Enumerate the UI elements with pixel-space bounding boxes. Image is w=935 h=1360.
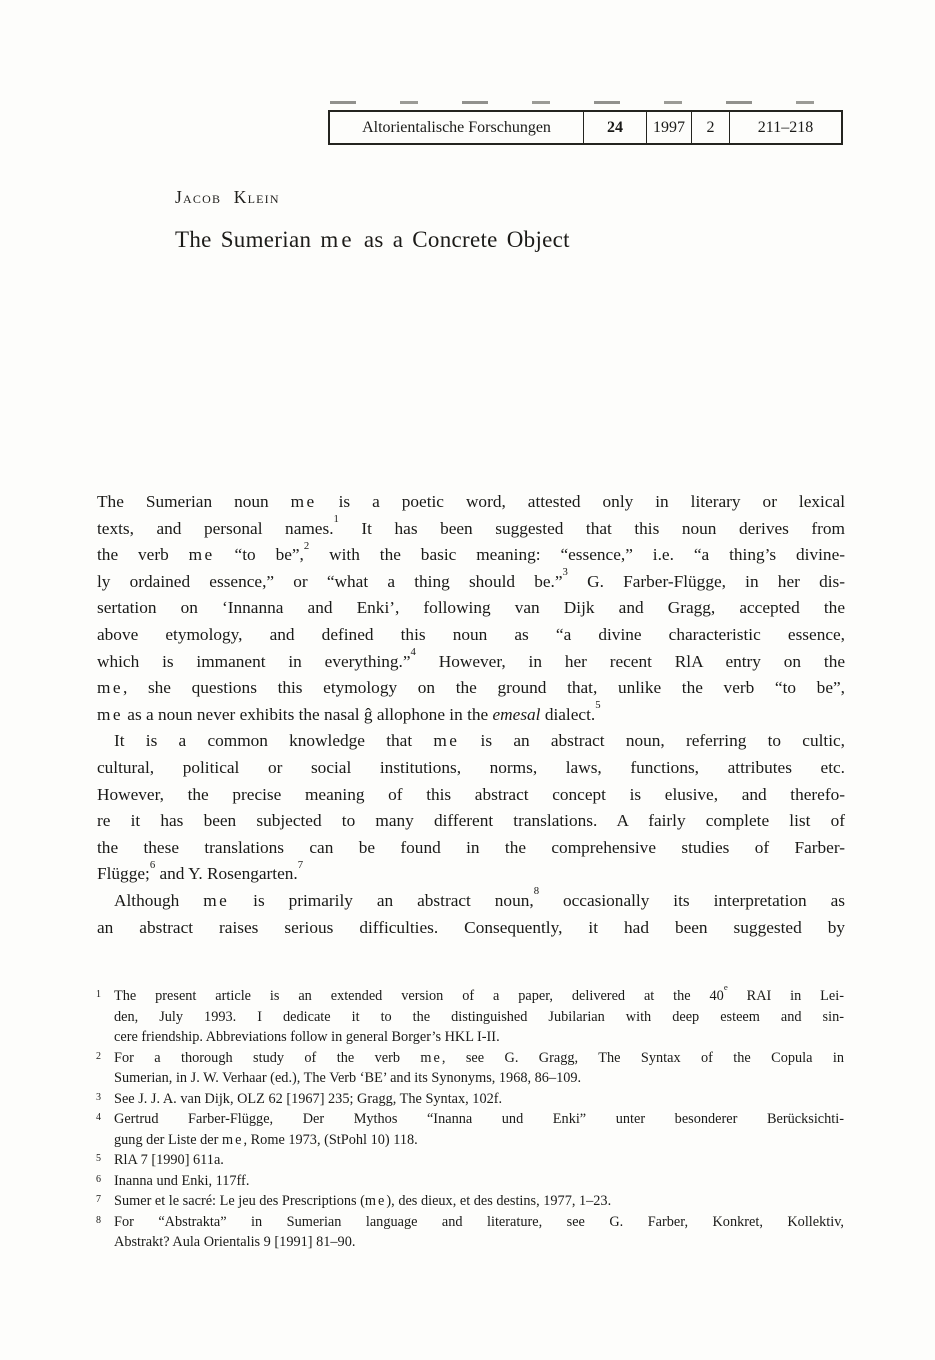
- text-line: re it has been subjected to many different translations. A fairly complete list of: [97, 811, 845, 831]
- text-line: However, the precise meaning of this abstract concept is elusive, and therefo-: [97, 784, 845, 804]
- footnote: [96, 1089, 844, 1110]
- footnote: [96, 1109, 844, 1150]
- text-line: Flügge;$^6$ and Y. Rosengarten.$^7$: [97, 858, 304, 884]
- text-line: above etymology, and defined this noun as “a divine characteristic essence,: [97, 624, 845, 644]
- footnote: [96, 1048, 844, 1089]
- text-line: For “Abstrakta” in Sumerian language and literature, see G. Farber, Konkret, Kollektiv,: [114, 1213, 844, 1230]
- body-paragraph: [97, 885, 846, 941]
- text-line: the verb me “to be”,$^2$ with the basic meaning: “essence,” i.e. “a thing’s divine-: [97, 539, 845, 565]
- footnotes-section: [96, 982, 844, 1253]
- footnote-marker: 5: [96, 1153, 101, 1164]
- text-line: an abstract raises serious difficulties. Consequently, it had been suggested by: [97, 917, 845, 937]
- text-line: Sumerian, in J. W. Verhaar (ed.), The Verb ‘BE’ and its Synonyms, 1968, 86–109.: [114, 1070, 582, 1086]
- footnote: [96, 1191, 844, 1212]
- text-line: For a thorough study of the verb me, see G. Gragg, The Syntax of the Copula in: [114, 1049, 844, 1066]
- text-line: RlA 7 [1990] 611a.: [114, 1152, 224, 1168]
- text-line: Inanna und Enki, 117ff.: [114, 1172, 250, 1189]
- text-line: me as a noun never exhibits the nasal ĝ allophone in the emesal dialect.$^5$: [97, 699, 601, 724]
- text-line: texts, and personal names.$^1$ It has been suggested that this noun derives from: [97, 513, 845, 538]
- scan-artifact-dashes: [330, 101, 842, 104]
- footnote-marker: 4: [96, 1112, 101, 1123]
- footnote-marker: 7: [96, 1194, 101, 1205]
- text-line: Although me is primarily an abstract noun,$^8$ occasionally its interpretation as: [114, 885, 846, 910]
- article-body: [97, 489, 845, 941]
- footnote-text: [114, 1212, 844, 1253]
- text-line: which is immanent in everything.”$^4$ However, in her recent RlA entry on the: [97, 645, 846, 671]
- footnote-text: [114, 1191, 844, 1212]
- footnote-text: [114, 1048, 844, 1089]
- journal-volume-cell: 24: [583, 112, 646, 143]
- text-line: cultural, political or social institutions, norms, laws, functions, attributes etc.: [97, 757, 845, 777]
- text-line: It is a common knowledge that me is an abstract noun, referring to cultic,: [114, 731, 845, 751]
- article-title: The Sumerian me as a Concrete Object: [175, 227, 570, 252]
- journal-header-table: [328, 110, 843, 145]
- text-line: The Sumerian noun me is a poetic word, attested only in literary or lexical: [97, 492, 845, 511]
- footnote-text: [114, 982, 844, 1048]
- text-line: Abstrakt? Aula Orientalis 9 [1991] 81–90.: [114, 1234, 356, 1250]
- footnote-marker: 2: [96, 1050, 101, 1062]
- footnote-text: [114, 1150, 844, 1171]
- text-line: Sumer et le sacré: Le jeu des Prescriptions (me), des dieux, et des destins, 1977, 1–23.: [114, 1193, 612, 1209]
- footnote-text: [114, 1109, 844, 1150]
- journal-issue-cell: 2: [691, 112, 729, 143]
- footnote: [96, 982, 844, 1048]
- footnote-text: [114, 1171, 844, 1192]
- text-line: cere friendship. Abbreviations follow in general Borger’s HKL I-II.: [114, 1029, 500, 1045]
- footnote: [96, 1212, 844, 1253]
- text-line: Gertrud Farber-Flügge, Der Mythos “Inanna und Enki” unter besonderer Berücksichti-: [114, 1111, 844, 1127]
- footnote-marker: 8: [96, 1214, 101, 1226]
- body-paragraph: [97, 728, 845, 888]
- journal-title-cell: Altorientalische Forschungen: [362, 118, 551, 136]
- text-line: See J. J. A. van Dijk, OLZ 62 [1967] 235; Gragg, The Syntax, 102f.: [114, 1090, 503, 1107]
- text-line: den, July 1993. I dedicate it to the distinguished Jubilarian with deep esteem and sin-: [114, 1008, 844, 1025]
- text-line: the these translations can be found in the comprehensive studies of Farber-: [97, 837, 845, 857]
- text-line: ly ordained essence,” or “what a thing should be.”$^3$ G. Farber-Flügge, in her dis-: [97, 566, 845, 591]
- footnote: [96, 1171, 844, 1192]
- footnote-marker: 6: [96, 1173, 101, 1185]
- text-line: The present article is an extended version of a paper, delivered at the 40e RAI in Lei-: [114, 982, 844, 1004]
- footnote-marker: 3: [96, 1091, 101, 1103]
- text-line: gung der Liste der me, Rome 1973, (StPohl 10) 118.: [114, 1131, 418, 1148]
- journal-year-cell: 1997: [646, 112, 691, 143]
- journal-pages-cell: 211–218: [729, 112, 841, 143]
- text-line: me, she questions this etymology on the ground that, unlike the verb “to be”,: [97, 678, 845, 698]
- author-name: Jacob Klein: [175, 187, 280, 207]
- footnote-text: [114, 1089, 844, 1110]
- body-paragraph: [97, 489, 845, 728]
- footnote: [96, 1150, 844, 1171]
- text-line: sertation on ‘Innanna and Enki’, following van Dijk and Gragg, accepted the: [97, 598, 845, 618]
- footnote-marker: 1: [96, 989, 101, 1000]
